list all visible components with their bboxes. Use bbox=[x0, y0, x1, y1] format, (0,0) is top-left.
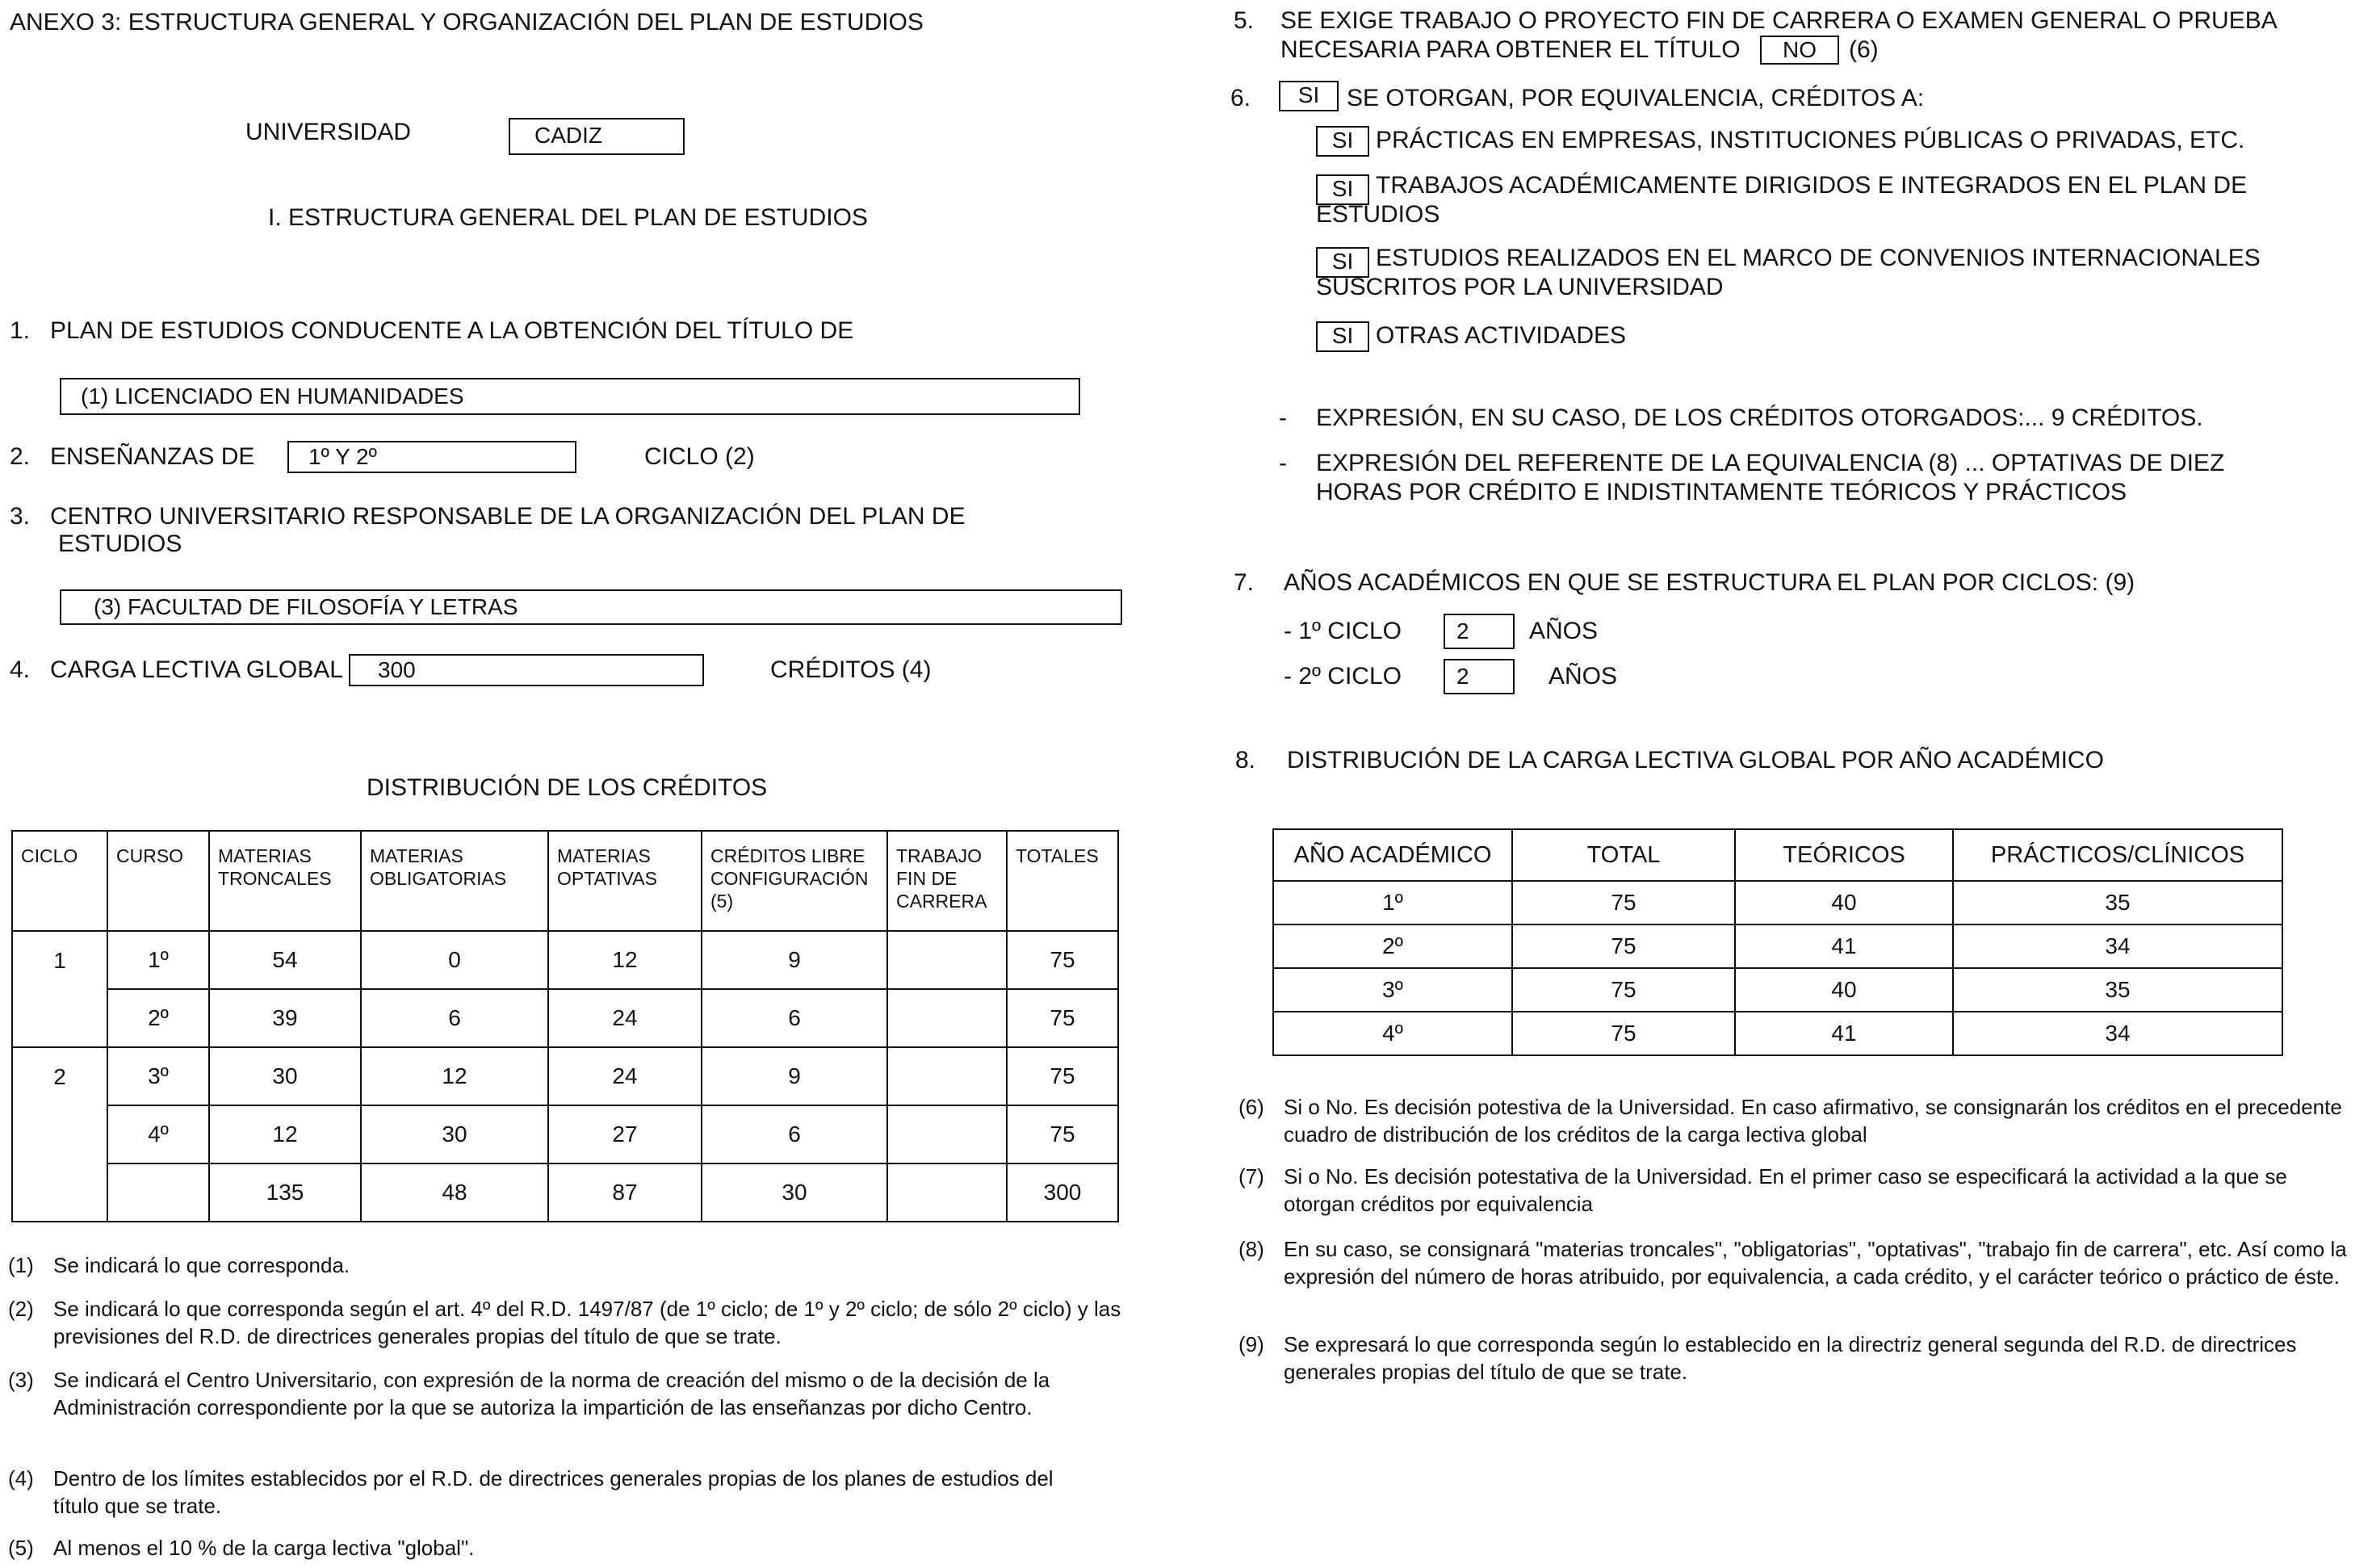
faculty-field: (3) FACULTAD DE FILOSOFÍA Y LETRAS bbox=[60, 589, 1122, 625]
item6-text: SE OTORGAN, POR EQUIVALENCIA, CRÉDITOS A: bbox=[1347, 85, 1925, 111]
year-cell: 1º bbox=[1273, 881, 1512, 924]
troncales-cell: 12 bbox=[209, 1105, 361, 1163]
footnote: (9) Se expresará lo que corresponda según lo establecido en la directriz general segunda del R.D. de directrices generales propias del título de que se trate. bbox=[1238, 1332, 2297, 1384]
item1-number: 1. bbox=[10, 317, 31, 344]
item2-number: 2. bbox=[10, 443, 31, 470]
trabajo-cell bbox=[887, 1163, 1007, 1222]
table-row bbox=[12, 1105, 1118, 1163]
practicos-cell: 34 bbox=[1953, 924, 2282, 968]
footnote: (1) Se indicará lo que corresponda. bbox=[8, 1253, 350, 1277]
trabajo-cell bbox=[887, 931, 1007, 989]
cycles-field: 1º Y 2º bbox=[287, 441, 576, 473]
obligatorias-cell: 0 bbox=[361, 931, 548, 989]
totales-cell: 75 bbox=[1007, 1105, 1118, 1163]
curso-cell: 2º bbox=[107, 989, 209, 1047]
header-anio: AÑO ACADÉMICO bbox=[1273, 829, 1512, 881]
ciclo2-label: - 2º CICLO bbox=[1284, 663, 1402, 690]
item7-text: AÑOS ACADÉMICOS EN QUE SE ESTRUCTURA EL PLAN POR CICLOS: (9) bbox=[1284, 569, 2135, 596]
table-row bbox=[12, 931, 1118, 989]
totales-cell: 75 bbox=[1007, 1047, 1118, 1105]
total-cell: 75 bbox=[1512, 1012, 1735, 1055]
obligatorias-cell: 12 bbox=[361, 1047, 548, 1105]
obligatorias-cell: 48 bbox=[361, 1163, 548, 1222]
sub-item-answer-box: SI bbox=[1316, 174, 1369, 205]
footnote: (4) Dentro de los límites establecidos por el R.D. de directrices generales propias de los planes de estudios del título que se trate. bbox=[8, 1466, 1054, 1518]
obligatorias-cell: 6 bbox=[361, 989, 548, 1047]
trabajo-cell bbox=[887, 1105, 1007, 1163]
item4-suffix: CRÉDITOS (4) bbox=[770, 656, 932, 683]
item6-answer-box: SI bbox=[1279, 81, 1339, 111]
item7-number: 7. bbox=[1234, 569, 1255, 596]
total-cell: 75 bbox=[1512, 968, 1735, 1012]
sub-item-text: ESTUDIOS REALIZADOS EN EL MARCO DE CONVENIOS INTERNACIONALES SUSCRITOS POR LA UNIVERSIDAD bbox=[1316, 245, 2261, 300]
curso-cell: 1º bbox=[107, 931, 209, 989]
bullet-dash: - bbox=[1279, 405, 1287, 431]
ciclo1-label: - 1º CICLO bbox=[1284, 618, 1402, 644]
header-ciclo: CICLO bbox=[12, 831, 107, 931]
header-libre-configuracion: CRÉDITOS LIBRE CONFIGURACIÓN (5) bbox=[702, 831, 887, 931]
header-optativas: MATERIAS OPTATIVAS bbox=[548, 831, 702, 931]
degree-title-field: (1) LICENCIADO EN HUMANIDADES bbox=[60, 378, 1080, 415]
distribution-title: DISTRIBUCIÓN DE LOS CRÉDITOS bbox=[367, 774, 768, 801]
table-header-row bbox=[12, 831, 1118, 931]
optativas-cell: 12 bbox=[548, 931, 702, 989]
equivalence-expression: EXPRESIÓN DEL REFERENTE DE LA EQUIVALENCIA (8) ... OPTATIVAS DE DIEZ HORAS POR CRÉDITO E INDISTINTAMENTE TEÓRICOS Y PRÁCTICOS bbox=[1316, 450, 2225, 505]
practicos-cell: 35 bbox=[1953, 968, 2282, 1012]
ciclo1-years-box: 2 bbox=[1444, 614, 1515, 649]
item5-text-line2: NECESARIA PARA OBTENER EL TÍTULO bbox=[1280, 36, 1741, 63]
teoricos-cell: 41 bbox=[1735, 924, 1953, 968]
university-label: UNIVERSIDAD bbox=[245, 119, 412, 145]
table-row bbox=[1273, 924, 2282, 968]
sub-item-answer-box: SI bbox=[1316, 247, 1369, 278]
practicos-cell: 35 bbox=[1953, 881, 2282, 924]
table-row bbox=[1273, 881, 2282, 924]
trabajo-cell bbox=[887, 989, 1007, 1047]
item2-suffix: CICLO (2) bbox=[644, 443, 755, 470]
credits-distribution-table bbox=[11, 830, 1119, 1222]
teoricos-cell: 40 bbox=[1735, 881, 1953, 924]
sub-item-answer-box: SI bbox=[1316, 126, 1369, 157]
obligatorias-cell: 30 bbox=[361, 1105, 548, 1163]
troncales-cell: 54 bbox=[209, 931, 361, 989]
sub-item-text: PRÁCTICAS EN EMPRESAS, INSTITUCIONES PÚBLICAS O PRIVADAS, ETC. bbox=[1376, 127, 2245, 153]
header-curso: CURSO bbox=[107, 831, 209, 931]
header-troncales: MATERIAS TRONCALES bbox=[209, 831, 361, 931]
table-header-row bbox=[1273, 829, 2282, 881]
footnote: (2) Se indicará lo que corresponda según el art. 4º del R.D. 1497/87 (de 1º ciclo; de 1º y 2º ciclo; de sólo 2º ciclo) y las previsiones del R.D. de directrices generales propias del título de que se trate. bbox=[8, 1297, 1121, 1348]
year-cell: 3º bbox=[1273, 968, 1512, 1012]
optativas-cell: 24 bbox=[548, 1047, 702, 1105]
libre-cell: 30 bbox=[702, 1163, 887, 1222]
item3-text-line1: CENTRO UNIVERSITARIO RESPONSABLE DE LA ORGANIZACIÓN DEL PLAN DE bbox=[50, 503, 966, 530]
curso-cell bbox=[107, 1163, 209, 1222]
totales-cell: 300 bbox=[1007, 1163, 1118, 1222]
header-total: TOTAL bbox=[1512, 829, 1735, 881]
table-row bbox=[1273, 1012, 2282, 1055]
header-practicos: PRÁCTICOS/CLÍNICOS bbox=[1953, 829, 2282, 881]
troncales-cell: 135 bbox=[209, 1163, 361, 1222]
annex-title: ANEXO 3: ESTRUCTURA GENERAL Y ORGANIZACIÓN DEL PLAN DE ESTUDIOS bbox=[10, 9, 924, 36]
header-totales: TOTALES bbox=[1007, 831, 1118, 931]
sub-item-text: OTRAS ACTIVIDADES bbox=[1376, 322, 1627, 349]
libre-cell: 6 bbox=[702, 989, 887, 1047]
curso-cell: 4º bbox=[107, 1105, 209, 1163]
ciclo2-unit: AÑOS bbox=[1549, 663, 1618, 690]
footnote: (7) Si o No. Es decisión potestativa de la Universidad. En el primer caso se especificará la actividad a la que se otorgan créditos por equivalencia bbox=[1238, 1164, 2287, 1216]
year-cell: 4º bbox=[1273, 1012, 1512, 1055]
item5-text-line1: SE EXIGE TRABAJO O PROYECTO FIN DE CARRERA O EXAMEN GENERAL O PRUEBA bbox=[1280, 7, 2278, 34]
teoricos-cell: 41 bbox=[1735, 1012, 1953, 1055]
credits-expression: EXPRESIÓN, EN SU CASO, DE LOS CRÉDITOS OTORGADOS:... 9 CRÉDITOS. bbox=[1316, 405, 2203, 431]
sub-item-text: TRABAJOS ACADÉMICAMENTE DIRIGIDOS E INTEGRADOS EN EL PLAN DE ESTUDIOS bbox=[1316, 172, 2248, 228]
libre-cell: 9 bbox=[702, 1047, 887, 1105]
curso-cell: 3º bbox=[107, 1047, 209, 1105]
troncales-cell: 39 bbox=[209, 989, 361, 1047]
table-row bbox=[12, 1047, 1118, 1105]
item1-text: PLAN DE ESTUDIOS CONDUCENTE A LA OBTENCIÓN DEL TÍTULO DE bbox=[50, 317, 854, 344]
university-field: CADIZ bbox=[509, 118, 685, 155]
item3-text-line2: ESTUDIOS bbox=[58, 530, 182, 557]
table-row bbox=[1273, 968, 2282, 1012]
optativas-cell: 87 bbox=[548, 1163, 702, 1222]
ciclo-cell: 1 bbox=[12, 931, 107, 1047]
table-row bbox=[12, 989, 1118, 1047]
teoricos-cell: 40 bbox=[1735, 968, 1953, 1012]
sub-item-answer-box: SI bbox=[1316, 321, 1369, 352]
header-trabajo-fin-carrera: TRABAJO FIN DE CARRERA bbox=[887, 831, 1007, 931]
item4-text: CARGA LECTIVA GLOBAL bbox=[50, 656, 343, 683]
total-cell: 75 bbox=[1512, 881, 1735, 924]
totales-cell: 75 bbox=[1007, 931, 1118, 989]
item4-number: 4. bbox=[10, 656, 31, 683]
practicos-cell: 34 bbox=[1953, 1012, 2282, 1055]
footnote: (5) Al menos el 10 % de la carga lectiva "global". bbox=[8, 1536, 475, 1560]
item2-text: ENSEÑANZAS DE bbox=[50, 443, 255, 470]
footnote: (3) Se indicará el Centro Universitario, con expresión de la norma de creación del mismo o de la decisión de la Administración correspondiente por la que se autoriza la impartición de las enseñanzas por dicho Centro. bbox=[8, 1368, 1050, 1419]
footnote: (8) En su caso, se consignará "materias troncales", "obligatorias", "optativas", "trabajo fin de carrera", etc. Así como la expresión del número de horas atribuido, por equivalencia, a cada crédito, y el carácter teórico o práctico de éste. bbox=[1238, 1237, 2347, 1289]
header-teoricos: TEÓRICOS bbox=[1735, 829, 1953, 881]
item5-answer-box: NO bbox=[1760, 36, 1839, 65]
bullet-dash: - bbox=[1279, 450, 1287, 476]
section-title: I. ESTRUCTURA GENERAL DEL PLAN DE ESTUDIOS bbox=[268, 204, 868, 231]
ciclo1-unit: AÑOS bbox=[1529, 618, 1599, 644]
workload-table bbox=[1272, 828, 2283, 1056]
item6-number: 6. bbox=[1230, 85, 1251, 111]
header-obligatorias: MATERIAS OBLIGATORIAS bbox=[361, 831, 548, 931]
ciclo-cell: 2 bbox=[12, 1047, 107, 1222]
total-cell: 75 bbox=[1512, 924, 1735, 968]
totales-cell: 75 bbox=[1007, 989, 1118, 1047]
trabajo-cell bbox=[887, 1047, 1007, 1105]
libre-cell: 6 bbox=[702, 1105, 887, 1163]
item5-suffix: (6) bbox=[1849, 36, 1879, 63]
optativas-cell: 27 bbox=[548, 1105, 702, 1163]
optativas-cell: 24 bbox=[548, 989, 702, 1047]
troncales-cell: 30 bbox=[209, 1047, 361, 1105]
total-credits-field: 300 bbox=[349, 654, 704, 686]
ciclo2-years-box: 2 bbox=[1444, 659, 1515, 694]
item5-number: 5. bbox=[1234, 7, 1255, 34]
year-cell: 2º bbox=[1273, 924, 1512, 968]
table-row-totals bbox=[12, 1163, 1118, 1222]
item8-number: 8. bbox=[1235, 747, 1256, 774]
item3-number: 3. bbox=[10, 503, 31, 530]
footnote: (6) Si o No. Es decisión potestiva de la Universidad. En caso afirmativo, se consignarán los créditos en el precedente cuadro de distribución de los créditos de la carga lectiva global bbox=[1238, 1095, 2342, 1147]
item8-text: DISTRIBUCIÓN DE LA CARGA LECTIVA GLOBAL POR AÑO ACADÉMICO bbox=[1287, 747, 2104, 774]
libre-cell: 9 bbox=[702, 931, 887, 989]
